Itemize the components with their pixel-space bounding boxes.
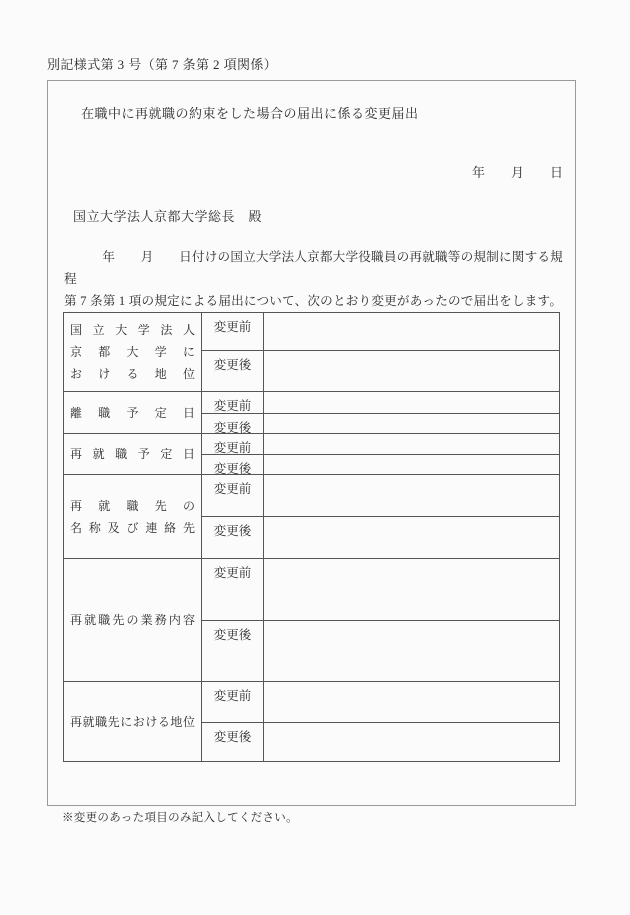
change-table <box>63 312 560 762</box>
row-label <box>64 682 202 761</box>
row-label <box>64 475 202 558</box>
after-subrow <box>202 516 559 558</box>
before-value-cell <box>264 475 559 516</box>
before-value-cell <box>264 559 559 620</box>
table-row-position-at-kyoto-univ <box>64 313 559 391</box>
row-label <box>64 559 202 681</box>
after-label-cell: 変更後 <box>202 517 264 558</box>
body-paragraph <box>64 246 570 312</box>
before-subrow <box>202 313 559 350</box>
after-subrow <box>202 413 559 433</box>
table-row-employer-business <box>64 558 559 681</box>
table-row-employer-position <box>64 681 559 761</box>
before-label-cell: 変更前 <box>202 475 264 516</box>
after-label-cell: 変更後 <box>202 414 264 433</box>
after-value-cell <box>264 621 559 681</box>
form-border-box <box>47 80 576 806</box>
after-subrow <box>202 350 559 391</box>
after-value-cell <box>264 517 559 558</box>
body-line-1: 年 月 日付けの国立大学法人京都大学役職員の再就職等の規制に関する規程 <box>64 250 563 286</box>
row-label-line: 名称及び連絡先 <box>70 520 195 535</box>
row-label-line: 離職予定日 <box>70 405 195 420</box>
before-label-cell: 変更前 <box>202 392 264 413</box>
row-label <box>64 313 202 391</box>
row-label-line: 京都大学に <box>70 345 195 359</box>
before-subrow <box>202 475 559 516</box>
row-label <box>64 392 202 433</box>
after-label-cell: 変更後 <box>202 621 264 681</box>
before-subrow <box>202 559 559 620</box>
table-row-employer-name-contact <box>64 474 559 558</box>
row-label-line: 再就職先における地位 <box>70 714 195 729</box>
row-cells <box>202 313 559 391</box>
after-label-cell: 変更後 <box>202 723 264 761</box>
after-value-cell <box>264 455 559 474</box>
row-label-line: 再就職予定日 <box>70 447 195 461</box>
after-label-cell: 変更後 <box>202 351 264 391</box>
row-label-line: 再就職先の業務内容 <box>70 613 195 627</box>
before-label-cell: 変更前 <box>202 559 264 620</box>
after-value-cell <box>264 723 559 761</box>
before-label-cell: 変更前 <box>202 313 264 350</box>
table-row-retirement-date <box>64 391 559 433</box>
before-subrow <box>202 682 559 722</box>
row-label-line: 再就職先の <box>70 498 195 513</box>
before-value-cell <box>264 682 559 722</box>
row-cells <box>202 559 559 681</box>
before-value-cell <box>264 434 559 454</box>
before-label-cell: 変更前 <box>202 434 264 454</box>
row-label-line: 国立大学法人 <box>70 323 195 337</box>
body-line-2: 第 7 条第 1 項の規定による届出について、次のとおり変更があったので届出をします。 <box>64 294 563 308</box>
before-subrow <box>202 392 559 413</box>
form-number: 別記様式第 3 号（第 7 条第 2 項関係） <box>47 57 278 72</box>
after-value-cell <box>264 351 559 391</box>
after-value-cell <box>264 414 559 433</box>
before-value-cell <box>264 392 559 413</box>
after-subrow <box>202 454 559 474</box>
before-subrow <box>202 434 559 454</box>
row-cells <box>202 475 559 558</box>
after-subrow <box>202 620 559 681</box>
row-label <box>64 434 202 474</box>
after-subrow <box>202 722 559 761</box>
addressee-line: 国立大学法人京都大学総長 殿 <box>73 209 263 224</box>
footnote: ※変更のあった項目のみ記入してください。 <box>62 812 298 824</box>
before-label-cell: 変更前 <box>202 682 264 722</box>
after-label-cell: 変更後 <box>202 455 264 474</box>
row-cells <box>202 682 559 761</box>
date-line: 年 月 日 <box>471 165 563 180</box>
row-label-line: おける地位 <box>70 367 195 381</box>
table-row-reemployment-date <box>64 433 559 474</box>
document-title: 在職中に再就職の約束をした場合の届出に係る変更届出 <box>81 106 419 121</box>
row-cells <box>202 392 559 433</box>
row-cells <box>202 434 559 474</box>
before-value-cell <box>264 313 559 350</box>
